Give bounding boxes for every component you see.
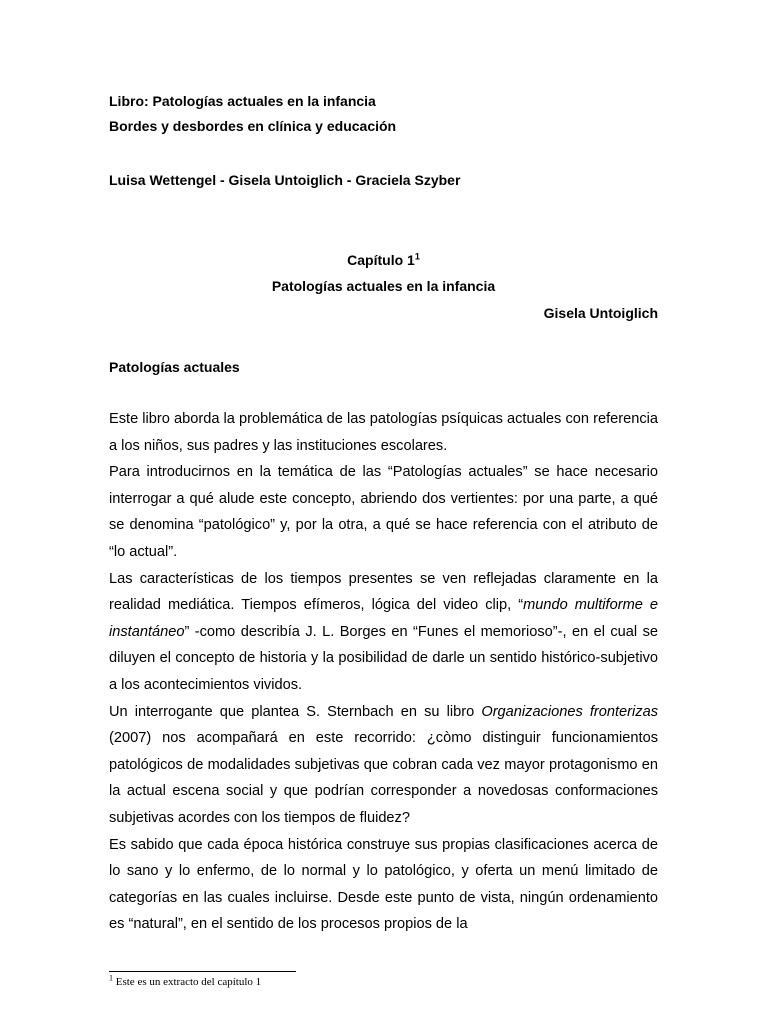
body-text — [109, 406, 658, 938]
footnote-reference[interactable]: 1 — [414, 251, 420, 262]
footnote-separator — [109, 971, 296, 972]
paragraph-4 — [109, 699, 658, 832]
footnote-number: 1 — [109, 973, 113, 983]
footnote-text: Este es un extracto del capítulo 1 — [113, 976, 262, 988]
paragraph-3-part-b: ” -como describía J. L. Borges en “Funes el memorioso”-, en el cual se diluyen el concepto de historia y la posibilidad de darle un sentido histórico-subjetivo a los acontecimientos vividos. — [109, 623, 658, 693]
paragraph-4-part-a: Un interrogante que plantea S. Sternbach en su libro — [109, 703, 482, 720]
paragraph-3 — [109, 566, 658, 699]
paragraph-4-part-b: (2007) nos acompañará en este recorrido: ¿còmo distinguir funcionamientos patológicos de modalidades subjetivas que cobran cada vez mayor protagonismo en la actual escena social y que podrían corresponder a novedosas conformaciones subjetivas acordes con los tiempos de fluidez? — [109, 730, 658, 826]
book-title: Libro: Patologías actuales en la infancia — [109, 93, 376, 109]
chapter-title — [109, 247, 658, 274]
paragraph-1: Este libro aborda la problemática de las patologías psíquicas actuales con referencia a los niños, sus padres y las instituciones escolares. — [109, 411, 658, 454]
section-heading: Patologías actuales — [109, 359, 240, 375]
chapter-name: Patologías actuales en la infancia — [271, 278, 496, 294]
paragraph-5: Es sabido que cada época histórica construye sus propias clasificaciones acerca de lo sano y lo enfermo, de lo normal y lo patológico, y oferta un menú limitado de categorías en las cuales incluirse. Desde este punto de vista, ningún ordenamiento es “natural”, en el sentido de los procesos propios de la — [109, 836, 658, 933]
paragraph-3-italic: mundo multiforme e instantáneo — [109, 597, 658, 640]
paragraph-2: Para introducirnos en la temática de las “Patologías actuales” se hace necesario interrogar a qué alude este concepto, abriendo dos vertientes: por una parte, a qué se denomina “patológico” y, por la otra, a qué se hace referencia con el atributo de “lo actual”. — [109, 464, 658, 560]
chapter-author: Gisela Untoiglich — [543, 305, 658, 321]
chapter-title-text: Capítulo 1 — [347, 252, 415, 268]
paragraph-3-part-a: Las características de los tiempos presentes se ven reflejadas claramente en la realidad mediática. Tiempos efímeros, lógica del video clip, “ — [109, 570, 658, 614]
book-authors: Luisa Wettengel - Gisela Untoiglich - Graciela Szyber — [109, 172, 461, 188]
book-subtitle: Bordes y desbordes en clínica y educación — [109, 118, 397, 134]
paragraph-4-italic: Organizaciones fronterizas — [481, 703, 658, 720]
footnote — [109, 973, 262, 988]
